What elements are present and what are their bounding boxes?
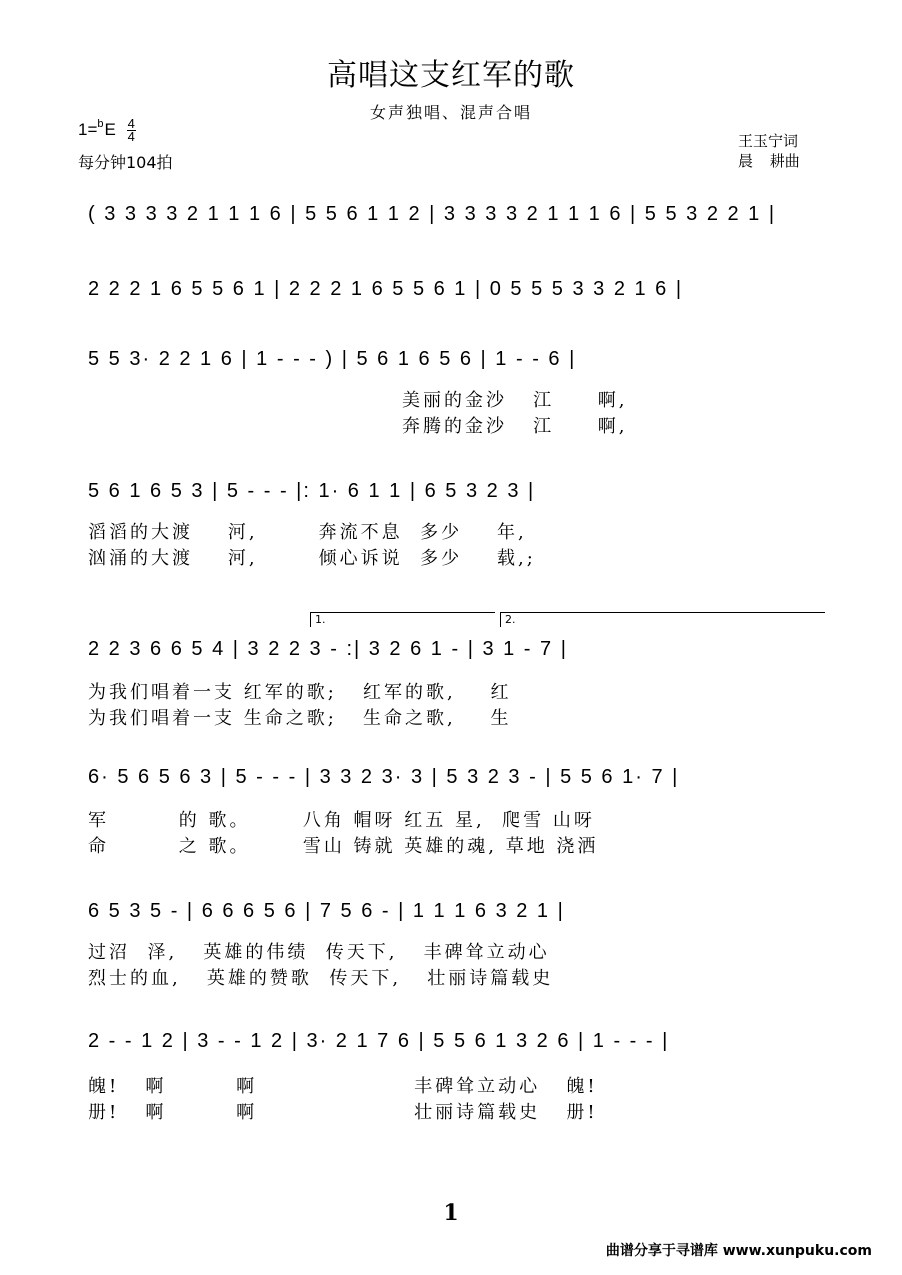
song-title: 高唱这支红军的歌 <box>327 58 575 93</box>
lyric-verse-1: 为我们唱着一支 红军的歌; 红军的歌, 红 <box>88 682 512 703</box>
lyric-verse-2: 奔腾的金沙 江 啊, <box>88 416 628 437</box>
score-system-3 <box>88 348 828 371</box>
lyric-verse-2: 命 之 歌。 雪山 铸就 英雄的魂, 草地 浇洒 <box>88 836 599 857</box>
lyric-verse-1: 美丽的金沙 江 啊, <box>88 390 628 411</box>
score-system-7 <box>88 900 828 923</box>
lyric-verse-1: 过沼 泽, 英雄的伟绩 传天下, 丰碑耸立动心 <box>88 942 550 963</box>
volta-second-ending: 2. <box>500 612 825 627</box>
notation-line: 2 2 2 1 6 5 5 6 1 | 2 2 2 1 6 5 5 6 1 | 0 5 5 5 3 3 2 1 6 | <box>88 278 684 300</box>
lyric-verse-2: 汹涌的大渡 河, 倾心诉说 多少 载,; <box>88 548 536 569</box>
lyric-verse-2: 册! 啊 啊 壮丽诗篇载史 册! <box>88 1102 598 1123</box>
time-signature-top: 4 <box>127 116 135 131</box>
score-system-8 <box>88 1030 828 1053</box>
notation-line: 5 5 3· 2 2 1 6 | 1 - - - ) | 5 6 1 6 5 6 | 1 - - 6 | <box>88 348 577 370</box>
notation-line: 2 - - 1 2 | 3 - - 1 2 | 3· 2 1 7 6 | 5 5 6 1 3 2 6 | 1 - - - | <box>88 1030 670 1052</box>
lyric-verse-1: 魄! 啊 啊 丰碑耸立动心 魄! <box>88 1076 598 1097</box>
composer-credit: 晨 耕曲 <box>738 152 800 170</box>
volta-first-ending: 1. <box>310 612 495 627</box>
page-number: 1 <box>443 1200 459 1226</box>
lyric-verse-2: 为我们唱着一支 生命之歌; 生命之歌, 生 <box>88 708 512 729</box>
notation-line: 2 2 3 6 6 5 4 | 3 2 2 3 - :| 3 2 6 1 - | 3 1 - 7 | <box>88 638 568 660</box>
lyric-verse-1: 军 的 歌。 八角 帽呀 红五 星, 爬雪 山呀 <box>88 810 595 831</box>
lyricist-credit: 王玉宁词 <box>738 132 799 150</box>
song-subtitle: 女声独唱、混声合唱 <box>369 103 532 122</box>
score-system-2 <box>88 278 828 301</box>
key-signature <box>78 118 136 143</box>
key-note: E <box>104 119 116 139</box>
score-system-6 <box>88 766 828 789</box>
flat-sign: b <box>97 117 104 130</box>
notation-line: 6· 5 6 5 6 3 | 5 - - - | 3 3 2 3· 3 | 5 3 2 3 - | 5 5 6 1· 7 | <box>88 766 680 788</box>
score-system-1 <box>88 203 828 226</box>
lyric-verse-2: 烈士的血, 英雄的赞歌 传天下, 壮丽诗篇载史 <box>88 968 554 989</box>
score-system-5 <box>88 638 828 661</box>
notation-line: 6 5 3 5 - | 6 6 6 5 6 | 7 5 6 - | 1 1 1 6 3 2 1 | <box>88 900 565 922</box>
score-system-4 <box>88 480 828 503</box>
site-credit: 曲谱分享于寻谱库 www.xunpuku.com <box>605 1243 872 1259</box>
lyric-verse-1: 滔滔的大渡 河, 奔流不息 多少 年, <box>88 522 527 543</box>
tempo-marking: 每分钟104拍 <box>78 153 173 172</box>
notation-line: 5 6 1 6 5 3 | 5 - - - |: 1· 6 1 1 | 6 5 3 2 3 | <box>88 480 536 502</box>
key-label: 1= <box>78 119 98 139</box>
time-signature-bottom: 4 <box>127 129 135 144</box>
notation-line: ( 3 3 3 3 2 1 1 1 6 | 5 5 6 1 1 2 | 3 3 3 3 2 1 1 1 6 | 5 5 3 2 2 1 | <box>88 203 777 225</box>
time-signature <box>127 118 136 143</box>
